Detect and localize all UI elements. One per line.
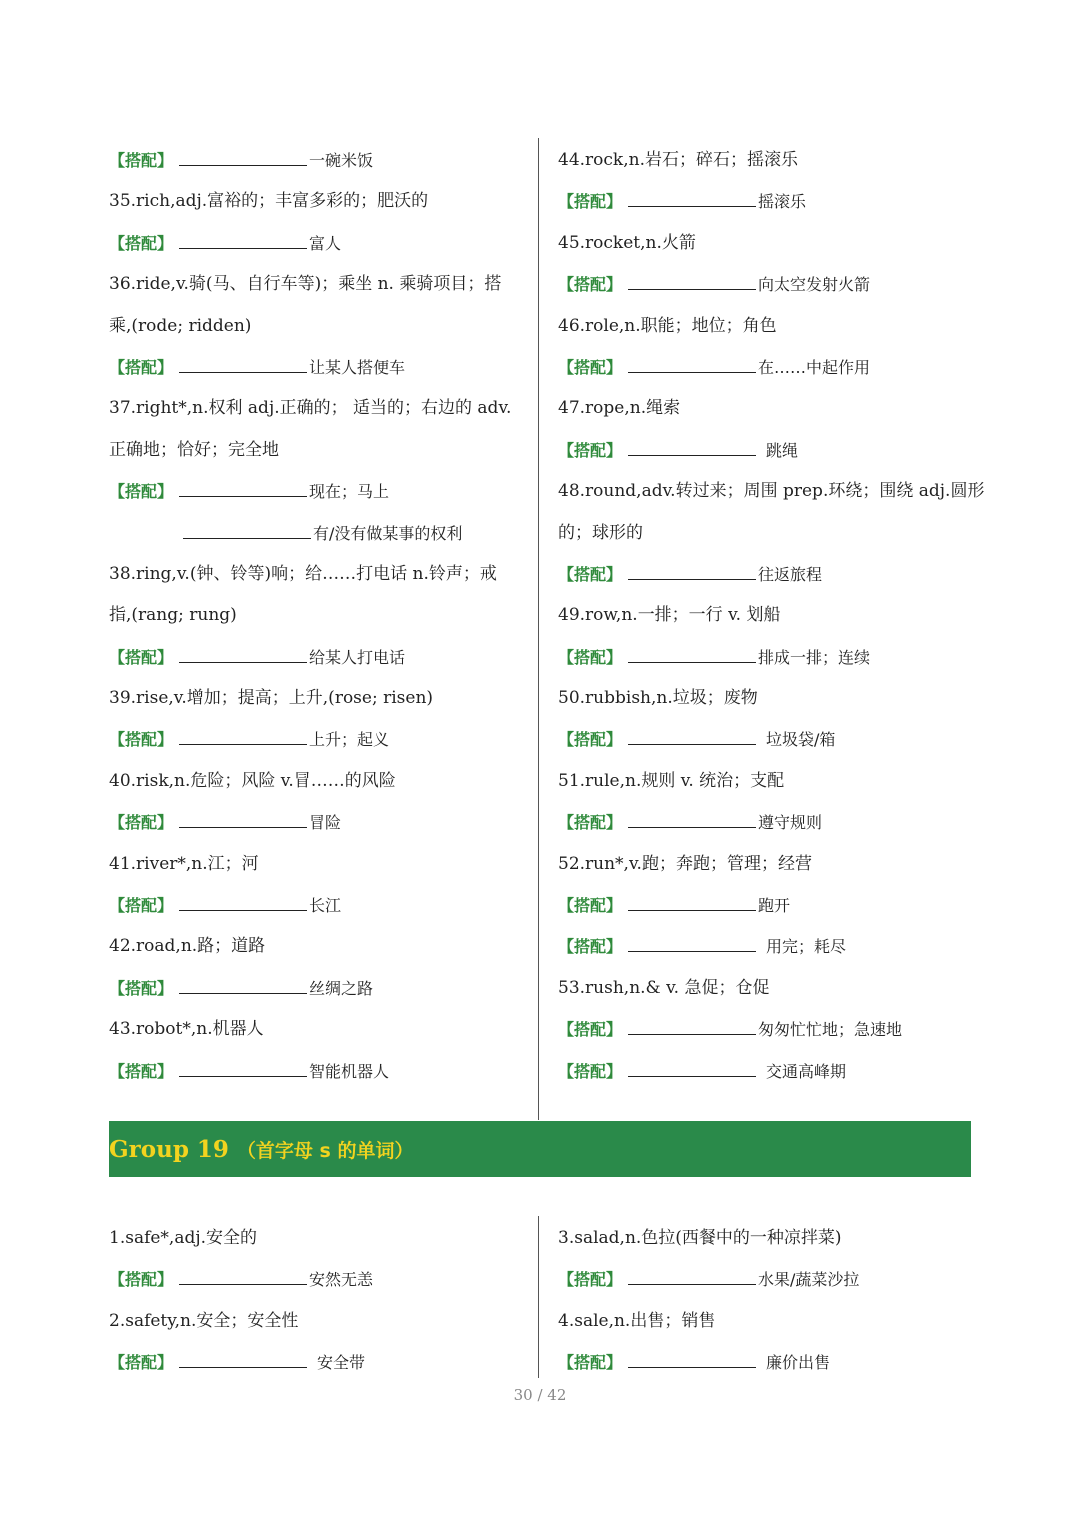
entry-text: 36.ride,v.骑(马、自行车等)；乘坐 n. 乘骑项目；搭 (109, 274, 502, 295)
answer-blank[interactable] (183, 520, 311, 539)
collocation-meaning: 长江 (309, 896, 342, 916)
entry-text: 48.round,adv.转过来；周围 prep.环绕；围绕 adj.圆形 (558, 481, 985, 502)
answer-blank[interactable] (628, 933, 756, 952)
collocation-line (109, 223, 529, 264)
entry-text: 53.rush,n.& v. 急促；仓促 (558, 977, 770, 998)
left-column-top (109, 140, 529, 1092)
vocab-entry (109, 388, 529, 429)
collocation-line (109, 1259, 529, 1300)
answer-blank[interactable] (179, 1058, 307, 1077)
collocation-line (558, 1342, 978, 1383)
collocation-meaning: 往返旅程 (758, 564, 823, 584)
entry-text: 41.river*,n.江；河 (109, 853, 259, 874)
collocation-line (109, 885, 529, 926)
answer-blank[interactable] (179, 1349, 307, 1368)
collocation-meaning: 冒险 (309, 813, 342, 833)
vocab-entry (109, 761, 529, 802)
answer-blank[interactable] (628, 1266, 756, 1285)
answer-blank[interactable] (179, 809, 307, 828)
collocation-tag: 【搭配】 (558, 192, 623, 212)
vocab-entry (558, 223, 978, 264)
collocation-line (558, 264, 978, 305)
answer-blank[interactable] (179, 1266, 307, 1285)
collocation-tag: 【搭配】 (558, 647, 623, 667)
collocation-meaning: 交通高峰期 (766, 1061, 847, 1081)
collocation-meaning: 一碗米饭 (309, 151, 374, 170)
answer-blank[interactable] (628, 1349, 756, 1368)
collocation-line (109, 140, 529, 181)
collocation-tag: 【搭配】 (558, 730, 623, 750)
vocab-entry (109, 844, 529, 885)
vocab-entry (109, 1301, 529, 1342)
collocation-tag: 【搭配】 (109, 1353, 174, 1373)
vocab-entry (558, 761, 978, 802)
collocation-tag: 【搭配】 (558, 564, 623, 584)
collocation-tag: 【搭配】 (558, 1353, 623, 1373)
collocation-line (558, 1009, 978, 1050)
vocab-entry (558, 1301, 978, 1342)
collocation-line (558, 1051, 978, 1092)
entry-text: 39.rise,v.增加；提高；上升,(rose; risen) (109, 688, 434, 709)
collocation-tag: 【搭配】 (558, 440, 623, 460)
collocation-meaning: 安全带 (317, 1353, 366, 1373)
vocab-entry (109, 181, 529, 222)
vocab-entry (109, 264, 529, 305)
collocation-meaning: 向太空发射火箭 (758, 275, 871, 295)
vocab-entry (558, 1218, 978, 1259)
collocation-tag: 【搭配】 (109, 233, 174, 253)
collocation-line (109, 1342, 529, 1383)
vocab-entry (558, 140, 978, 181)
collocation-line (558, 926, 978, 967)
collocation-meaning: 让某人搭便车 (309, 357, 406, 377)
entry-text: 47.rope,n.绳索 (558, 398, 681, 419)
collocation-meaning: 匆匆忙忙地；急速地 (758, 1020, 903, 1040)
collocation-line (109, 968, 529, 1009)
right-column-bottom (558, 1218, 978, 1384)
entry-text: 44.rock,n.岩石；碎石；摇滚乐 (558, 150, 798, 170)
collocation-line (109, 471, 529, 512)
collocation-line (109, 513, 529, 554)
answer-blank[interactable] (628, 354, 756, 373)
answer-blank[interactable] (628, 892, 756, 911)
collocation-meaning: 安然无恙 (309, 1270, 374, 1290)
vocab-entry (109, 554, 529, 595)
collocation-meaning: 上升；起义 (309, 730, 390, 750)
entry-text: 35.rich,adj.富裕的；丰富多彩的；肥沃的 (109, 191, 429, 212)
answer-blank[interactable] (628, 1016, 756, 1035)
collocation-meaning: 在……中起作用 (758, 357, 871, 377)
collocation-line (558, 554, 978, 595)
collocation-meaning: 遵守规则 (758, 813, 823, 833)
collocation-meaning: 排成一排；连续 (758, 647, 871, 667)
collocation-meaning: 垃圾袋/箱 (766, 730, 836, 750)
collocation-meaning: 丝绸之路 (309, 978, 374, 998)
collocation-line (558, 719, 978, 760)
vocab-entry (558, 968, 978, 1009)
answer-blank[interactable] (628, 271, 756, 290)
column-divider-bottom (538, 1216, 539, 1378)
collocation-meaning: 现在；马上 (309, 482, 390, 502)
column-divider-top (538, 138, 539, 1120)
collocation-tag: 【搭配】 (109, 813, 174, 833)
collocation-tag: 【搭配】 (109, 482, 174, 502)
answer-blank[interactable] (628, 809, 756, 828)
collocation-meaning: 用完；耗尽 (766, 937, 847, 957)
vocab-entry (558, 844, 978, 885)
entry-text: 正确地；恰好；完全地 (109, 439, 279, 460)
collocation-line (109, 719, 529, 760)
vocab-entry (558, 471, 985, 512)
left-column-bottom (109, 1218, 529, 1384)
vocab-entry (109, 926, 529, 967)
entry-text: 51.rule,n.规则 v. 统治；支配 (558, 770, 785, 791)
entry-text: 43.robot*,n.机器人 (109, 1019, 264, 1040)
vocab-entry (109, 595, 529, 636)
answer-blank[interactable] (179, 644, 307, 663)
answer-blank[interactable] (179, 230, 307, 249)
entry-text: 50.rubbish,n.垃圾；废物 (558, 688, 758, 709)
collocation-meaning: 跳绳 (766, 440, 799, 460)
vocab-entry (558, 306, 978, 347)
collocation-tag: 【搭配】 (109, 357, 174, 377)
answer-blank[interactable] (628, 1058, 756, 1077)
entry-text: 42.road,n.路；道路 (109, 936, 266, 957)
page-number: 30 / 42 (513, 1386, 567, 1404)
collocation-meaning: 跑开 (758, 896, 791, 916)
entry-text: 3.salad,n.色拉(西餐中的一种凉拌菜) (558, 1228, 842, 1248)
collocation-tag: 【搭配】 (109, 1061, 174, 1081)
collocation-line (558, 802, 978, 843)
vocab-entry (109, 1218, 529, 1259)
answer-blank[interactable] (628, 188, 756, 207)
collocation-meaning: 给某人打电话 (309, 647, 406, 667)
vocab-entry (109, 678, 529, 719)
group-banner (109, 1121, 971, 1177)
entry-text: 38.ring,v.(钟、铃等)响；给……打电话 n.铃声；戒 (109, 563, 497, 584)
collocation-tag: 【搭配】 (558, 1020, 623, 1040)
entry-text: 49.row,n.一排；一行 v. 划船 (558, 605, 781, 626)
collocation-line (109, 1051, 529, 1092)
entry-text: 45.rocket,n.火箭 (558, 232, 696, 253)
answer-blank[interactable] (628, 437, 756, 456)
group-subtitle: （首字母 s 的单词） (236, 1139, 414, 1162)
entry-text: 的；球形的 (558, 522, 643, 543)
collocation-tag: 【搭配】 (558, 896, 623, 916)
collocation-tag: 【搭配】 (109, 151, 174, 170)
entry-text: 46.role,n.职能；地位；角色 (558, 315, 777, 336)
collocation-tag: 【搭配】 (558, 1270, 623, 1290)
collocation-tag: 【搭配】 (109, 647, 174, 667)
collocation-meaning: 富人 (309, 233, 342, 253)
answer-blank[interactable] (179, 975, 307, 994)
collocation-tag: 【搭配】 (558, 275, 623, 295)
collocation-line (558, 430, 978, 471)
collocation-line (109, 347, 529, 388)
entry-text: 乘,(rode; ridden) (109, 315, 252, 336)
vocab-entry (558, 595, 978, 636)
collocation-meaning: 水果/蔬菜沙拉 (758, 1270, 860, 1290)
answer-blank[interactable] (179, 478, 307, 497)
answer-blank[interactable] (179, 147, 307, 166)
answer-blank[interactable] (179, 354, 307, 373)
collocation-tag: 【搭配】 (109, 730, 174, 750)
vocab-entry (109, 430, 529, 471)
vocab-entry (109, 1009, 529, 1050)
collocation-tag: 【搭配】 (109, 978, 174, 998)
right-column-top (558, 140, 985, 1092)
vocab-entry (109, 306, 529, 347)
entry-text: 52.run*,v.跑；奔跑；管理；经营 (558, 853, 812, 874)
collocation-line (558, 1259, 978, 1300)
answer-blank[interactable] (179, 892, 307, 911)
vocab-entry (558, 513, 978, 554)
collocation-meaning: 摇滚乐 (758, 192, 807, 212)
entry-text: 4.sale,n.出售；销售 (558, 1310, 716, 1331)
vocab-entry (558, 388, 978, 429)
group-title: Group 19 (109, 1135, 229, 1163)
collocation-meaning: 廉价出售 (766, 1353, 831, 1373)
collocation-line (109, 637, 529, 678)
entry-text: 37.right*,n.权利 adj.正确的； 适当的；右边的 adv. (109, 398, 512, 419)
collocation-line (558, 181, 978, 222)
answer-blank[interactable] (628, 561, 756, 580)
collocation-line (109, 802, 529, 843)
collocation-tag: 【搭配】 (558, 1061, 623, 1081)
answer-blank[interactable] (179, 726, 307, 745)
entry-text: 40.risk,n.危险；风险 v.冒……的风险 (109, 770, 396, 791)
entry-text: 1.safe*,adj.安全的 (109, 1228, 258, 1248)
answer-blank[interactable] (628, 644, 756, 663)
collocation-meaning: 智能机器人 (309, 1061, 390, 1081)
answer-blank[interactable] (628, 726, 756, 745)
entry-text: 2.safety,n.安全；安全性 (109, 1310, 299, 1331)
collocation-meaning: 有/没有做某事的权利 (313, 523, 463, 543)
collocation-line (558, 885, 978, 926)
collocation-tag: 【搭配】 (109, 1270, 174, 1290)
collocation-tag: 【搭配】 (558, 357, 623, 377)
collocation-tag: 【搭配】 (109, 896, 174, 916)
collocation-line (558, 637, 978, 678)
entry-text: 指,(rang; rung) (109, 605, 237, 626)
vocab-entry (558, 678, 978, 719)
collocation-tag: 【搭配】 (558, 937, 623, 957)
collocation-line (558, 347, 978, 388)
collocation-tag: 【搭配】 (558, 813, 623, 833)
